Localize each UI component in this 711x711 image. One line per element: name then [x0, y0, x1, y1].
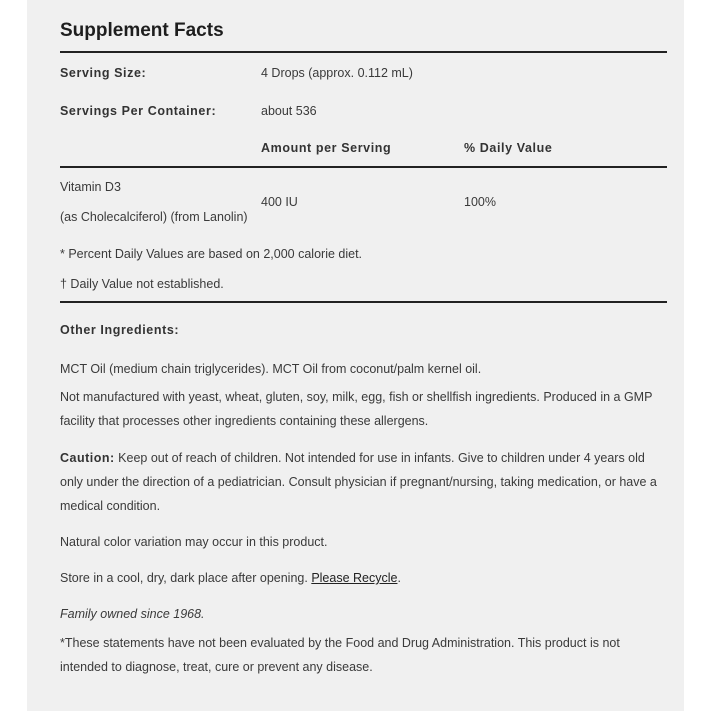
ingredients-line-2: Not manufactured with yeast, wheat, gluten, soy, milk, egg, fish or shellfish ingredients. Produced in a GMP facility that processes other ingredients containing these allergens.	[60, 390, 653, 428]
caution-label: Caution:	[60, 451, 115, 465]
storage-suffix: .	[397, 571, 401, 585]
storage-note	[60, 566, 665, 590]
other-ingredients-heading: Other Ingredients:	[60, 323, 180, 337]
title-divider	[60, 51, 667, 53]
ingredients-line-1: MCT Oil (medium chain triglycerides). MCT Oil from coconut/palm kernel oil.	[60, 362, 482, 376]
servings-per-container-value: about 536	[261, 104, 317, 118]
recycle-link[interactable]: Please Recycle	[311, 571, 398, 585]
caution-text: Keep out of reach of children. Not intended for use in infants. Give to children under 4 years old only under the direction of a pediatrician. Consult physician if pregnant/nursing, taking medication, or have a medical condition.	[60, 451, 657, 513]
servings-per-container-label: Servings Per Container:	[60, 104, 217, 118]
serving-size-value: 4 Drops (approx. 0.112 mL)	[261, 66, 413, 80]
nutrient-daily-value: 100%	[464, 195, 496, 209]
fda-disclaimer: *These statements have not been evaluated by the Food and Drug Administration. This product is not intended to diagnose, treat, cure or prevent any disease.	[60, 636, 620, 674]
dagger-footnote: † Daily Value not established.	[60, 277, 224, 291]
nutrient-source: (as Cholecalciferol) (from Lanolin)	[60, 210, 248, 224]
supplement-facts-panel	[27, 0, 684, 711]
percent-footnote: * Percent Daily Values are based on 2,000 calorie diet.	[60, 247, 363, 261]
header-divider	[60, 166, 667, 168]
facts-bottom-divider	[60, 301, 667, 303]
serving-size-label: Serving Size:	[60, 66, 147, 80]
nutrient-amount: 400 IU	[261, 195, 298, 209]
color-note: Natural color variation may occur in this product.	[60, 535, 328, 549]
page-title: Supplement Facts	[60, 20, 224, 41]
daily-value-header: % Daily Value	[464, 141, 553, 155]
storage-text: Store in a cool, dry, dark place after opening.	[60, 571, 312, 585]
nutrient-name: Vitamin D3	[60, 180, 121, 194]
family-owned-note: Family owned since 1968.	[60, 607, 205, 621]
caution-paragraph	[60, 446, 665, 518]
amount-per-serving-header: Amount per Serving	[261, 141, 392, 155]
